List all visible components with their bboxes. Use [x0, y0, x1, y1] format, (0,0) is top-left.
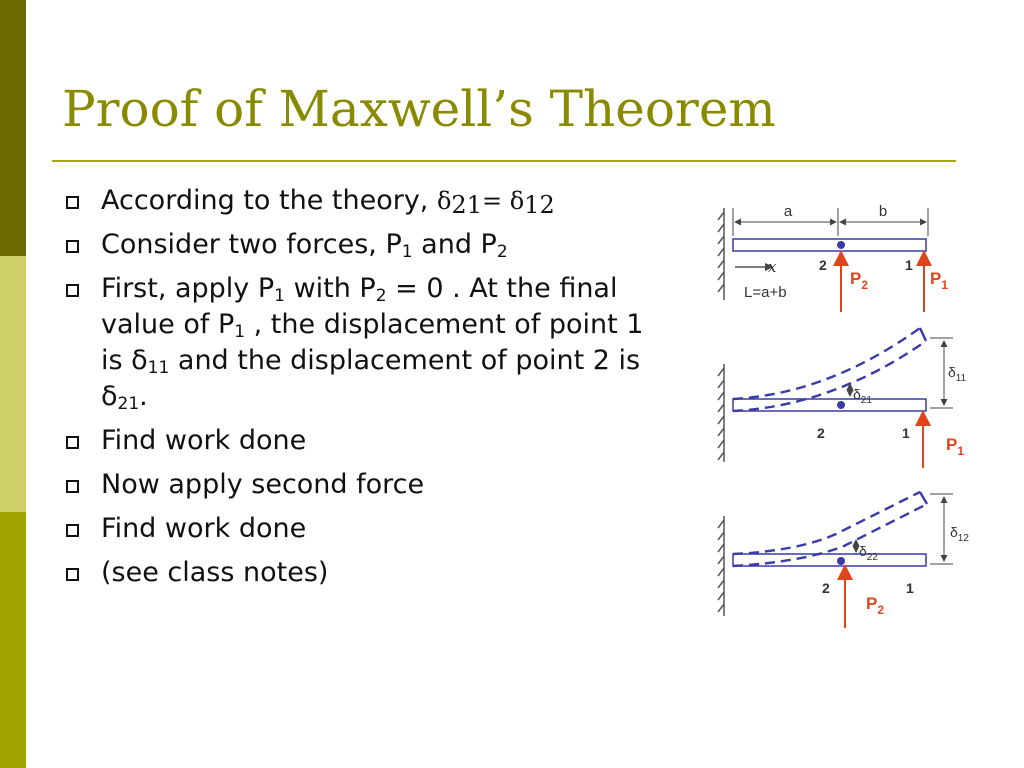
- force-label-p2: $P_2$: [866, 594, 885, 617]
- beam-diagram-load-p1: [718, 328, 967, 468]
- point-1-label: 1: [905, 257, 913, 273]
- point-1-label: 1: [906, 580, 914, 596]
- point-2-label: 2: [817, 425, 825, 441]
- bullet-text: According to the theory,: [101, 185, 437, 216]
- bullet-item: [64, 467, 664, 503]
- beam-diagram-load-p2: [718, 492, 969, 628]
- bullet-text: Consider two forces, P: [101, 229, 402, 260]
- bullet-text: = 0 . At the final value of P: [101, 273, 618, 340]
- bullet-text: Find work done: [101, 425, 307, 456]
- bullet-square-icon: [66, 524, 79, 537]
- force-label-p1: $P_1$: [946, 435, 965, 458]
- label-delta-22: $\delta_{22}$: [859, 543, 878, 563]
- bullet-text: and the displacement of point 2 is δ: [101, 345, 641, 412]
- bullet-square-icon: [66, 196, 79, 209]
- point-2-label: 2: [819, 257, 827, 273]
- bullet-square-icon: [66, 436, 79, 449]
- subscript: 21: [117, 394, 140, 414]
- bullet-text: .: [139, 381, 148, 412]
- force-label-p2: $P_2$: [850, 269, 869, 292]
- point-2-label: 2: [822, 580, 830, 596]
- bullet-text: (see class notes): [101, 557, 329, 588]
- fixed-wall-support: [718, 364, 724, 462]
- delta-symbol: δ: [436, 187, 452, 215]
- deflected-beam-end: [920, 492, 927, 504]
- dimension-lines: [733, 208, 928, 236]
- cantilever-beam-figure: [708, 196, 988, 636]
- beam-diagram-unloaded: [718, 203, 948, 312]
- delta-symbol: δ: [509, 187, 525, 215]
- subscript: 11: [147, 358, 170, 378]
- subscript: 1: [234, 322, 246, 342]
- force-label-p1: $P_1$: [930, 269, 949, 292]
- bullet-text: , the displacement of point 1 is δ: [101, 309, 644, 376]
- bullet-square-icon: [66, 240, 79, 253]
- accent-bar-middle: [0, 256, 26, 512]
- subscript: 2: [375, 286, 387, 306]
- subscript: 21: [451, 191, 482, 219]
- deflected-beam-bottom: [733, 341, 926, 411]
- bullet-text: First, apply P: [101, 273, 275, 304]
- subscript: 1: [401, 242, 413, 262]
- label-x: x: [768, 258, 777, 276]
- label-delta-12: $\delta_{12}$: [950, 524, 969, 544]
- label-delta-11: $\delta_{11}$: [948, 364, 967, 384]
- label-b: b: [878, 203, 888, 220]
- label-delta-21: $\delta_{21}$: [853, 386, 872, 406]
- deflected-beam-end: [920, 328, 926, 341]
- beam: [733, 554, 926, 566]
- beam: [733, 399, 926, 411]
- subscript: 12: [524, 191, 555, 219]
- fixed-wall-support: [718, 516, 724, 616]
- accent-bar-bottom: [0, 512, 26, 768]
- load-point-2: [837, 557, 845, 565]
- bullet-text: and P: [412, 229, 497, 260]
- deflected-beam-bottom: [733, 504, 927, 566]
- bullet-text: Find work done: [101, 513, 307, 544]
- bullet-item: [64, 227, 664, 263]
- bullet-item: [64, 511, 664, 547]
- fixed-wall-support: [718, 208, 724, 300]
- subscript: 2: [496, 242, 508, 262]
- bullet-square-icon: [66, 480, 79, 493]
- equals-sign: =: [481, 187, 510, 215]
- bullet-square-icon: [66, 284, 79, 297]
- bullet-item: [64, 555, 664, 591]
- bullet-text: with P: [284, 273, 376, 304]
- subscript: 1: [274, 286, 285, 306]
- beam: [733, 239, 926, 251]
- bullet-item: [64, 423, 664, 459]
- label-a: a: [783, 203, 793, 220]
- accent-bar-top: [0, 0, 26, 256]
- bullet-square-icon: [66, 568, 79, 581]
- load-point-2: [837, 401, 845, 409]
- load-point-2: [837, 241, 845, 249]
- slide-title: Proof of Maxwell’s Theorem: [62, 80, 776, 138]
- bullet-item: [64, 183, 664, 219]
- label-length: L=a+b: [744, 284, 787, 301]
- point-1-label: 1: [902, 425, 910, 441]
- bullet-item: [64, 271, 664, 415]
- bullet-list: [64, 183, 664, 599]
- title-underline: [52, 160, 956, 162]
- bullet-text: Now apply second force: [101, 469, 425, 500]
